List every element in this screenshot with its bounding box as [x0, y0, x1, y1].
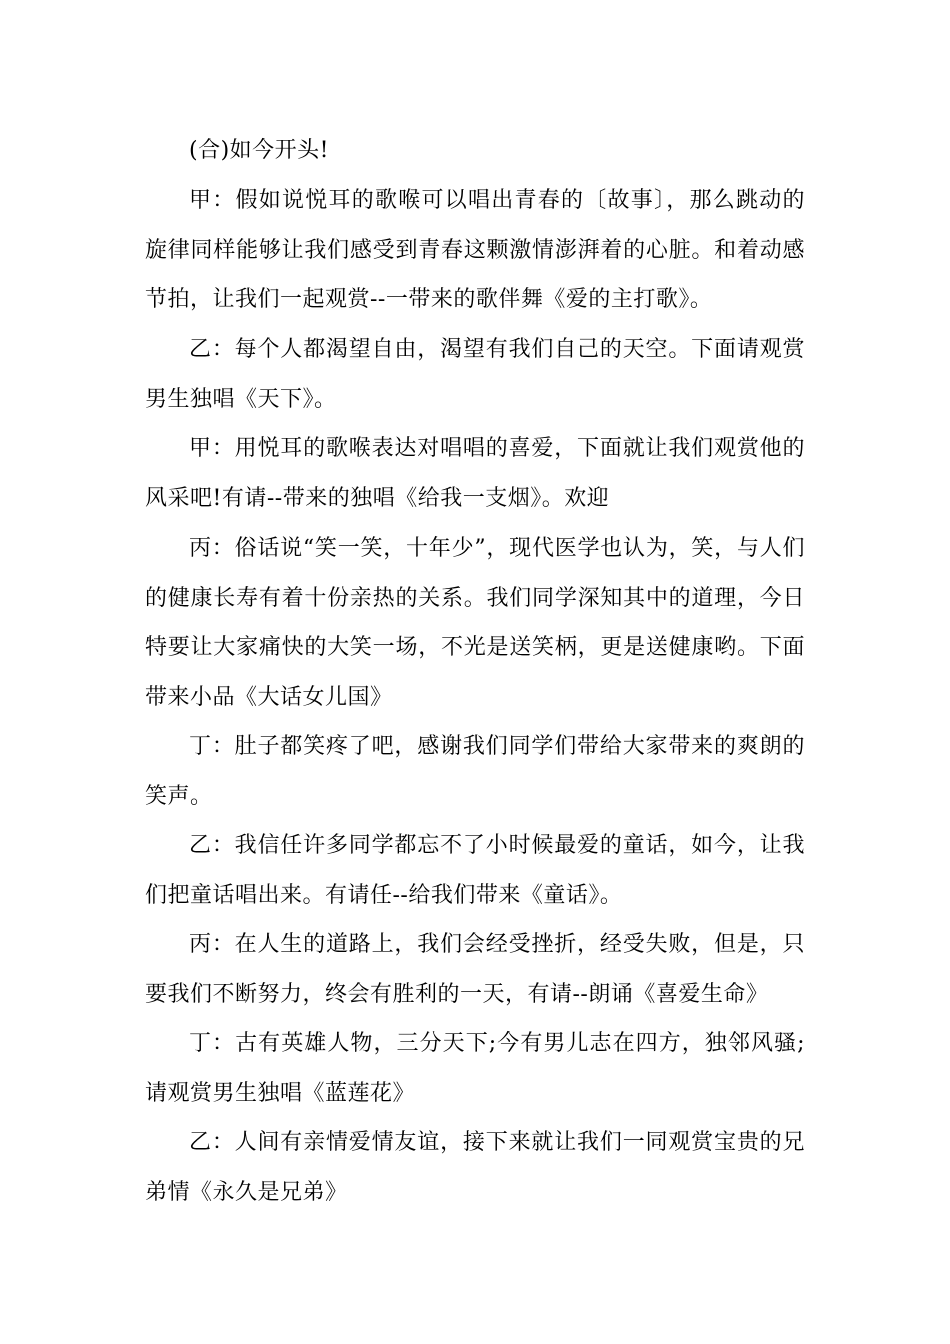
paragraph-bing-1: 丙：俗话说“笑一笑，十年少”，现代医学也认为，笑，与人们的健康长寿有着十份亲热的关系。我们同学深知其中的道理，今日特要让大家痛快的大笑一场，不光是送笑柄，更是送健康哟。下面带来小品《大话女儿国》: [145, 536, 805, 710]
paragraph-jia-2: 甲：用悦耳的歌喉表达对唱唱的喜爱，下面就让我们观赏他的风采吧!有请--带来的独唱《给我一支烟》。欢迎: [145, 436, 805, 511]
paragraph-ding-2: 丁：古有英雄人物，三分天下;今有男儿志在四方，独邻风骚;请观赏男生独唱《蓝莲花》: [145, 1031, 805, 1106]
paragraph-yi-2: 乙：我信任许多同学都忘不了小时候最爱的童话，如今，让我们把童话唱出来。有请任--给我们带来《童话》。: [145, 833, 805, 908]
paragraph-jia-1: 甲：假如说悦耳的歌喉可以唱出青春的〔故事〕，那么跳动的旋律同样能够让我们感受到青春这颗激情澎湃着的心脏。和着动感节拍，让我们一起观赏--一带来的歌伴舞《爱的主打歌》。: [145, 188, 805, 312]
paragraph-ding-1: 丁：肚子都笑疼了吧，感谢我们同学们带给大家带来的爽朗的笑声。: [145, 734, 805, 809]
paragraph-bing-2: 丙：在人生的道路上，我们会经受挫折，经受失败，但是，只要我们不断努力，终会有胜利的一天，有请--朗诵《喜爱生命》: [145, 932, 805, 1007]
paragraph-opening: (合)如今开头!: [189, 138, 330, 163]
paragraph-yi-3: 乙：人间有亲情爱情友谊，接下来就让我们一同观赏宝贵的兄弟情《永久是兄弟》: [145, 1130, 805, 1205]
paragraph-yi-1: 乙：每个人都渴望自由，渴望有我们自己的天空。下面请观赏男生独唱《天下》。: [145, 337, 805, 412]
